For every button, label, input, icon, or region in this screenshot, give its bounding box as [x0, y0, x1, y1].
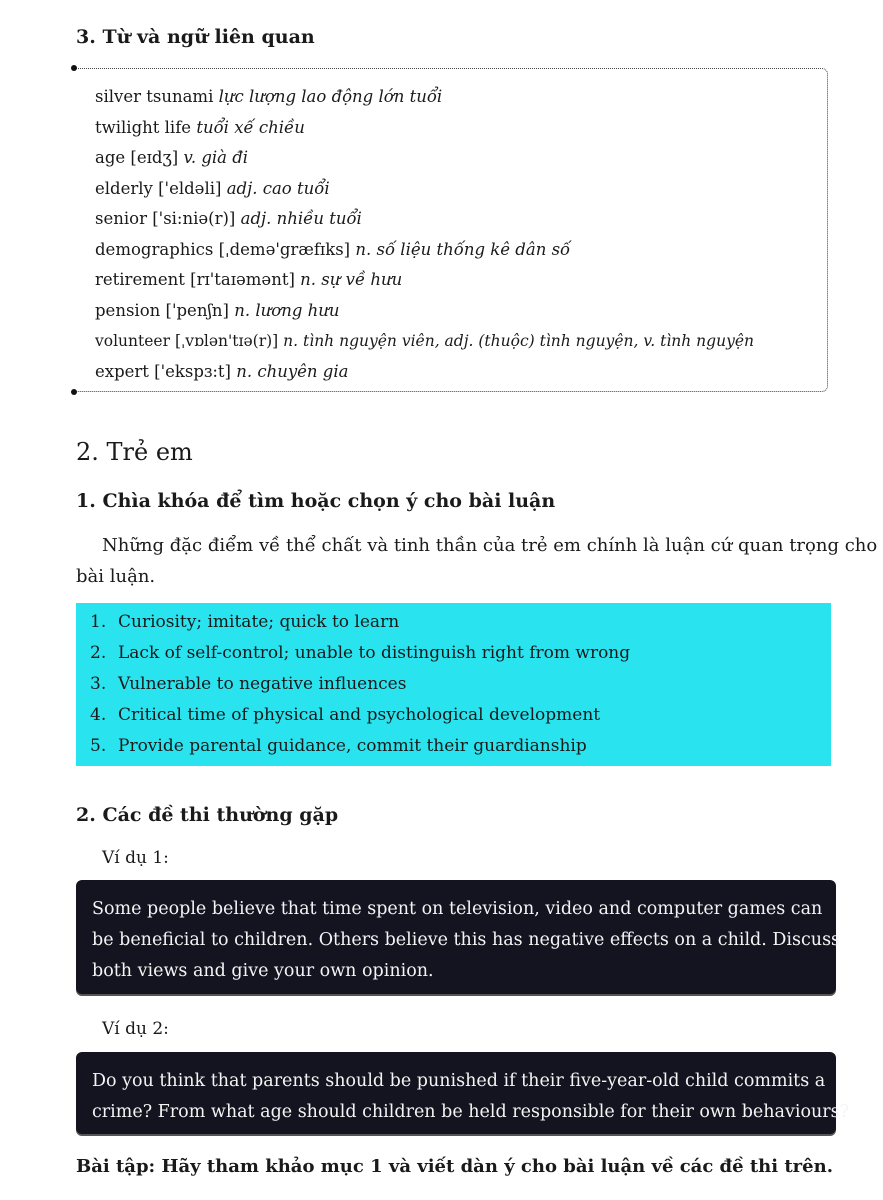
- example2-line: crime? From what age should children be held responsible for their own behaviours?: [92, 1102, 850, 1122]
- vocab-item: retirement [rɪ'taɪəmənt] n. sự về hưu: [95, 270, 403, 289]
- example1-label: Ví dụ 1:: [102, 848, 169, 868]
- key-points-list: [90, 607, 810, 762]
- common-topics-heading: 2. Các đề thi thường gặp: [76, 804, 339, 826]
- vocab-item: demographics [ˌdemə'græfɪks] n. số liệu thống kê dân số: [95, 239, 571, 259]
- example2-prompt-box: [76, 1052, 850, 1134]
- vocabulary-list: [95, 82, 815, 387]
- example1-line: both views and give your own opinion.: [92, 961, 434, 981]
- intro-paragraph-line1: Những đặc điểm về thể chất và tinh thần của trẻ em chính là luận cứ quan trọng cho: [102, 535, 878, 556]
- vocab-item: volunteer [ˌvɒlən'tɪə(r)] n. tình nguyện viên, adj. (thuộc) tình nguyện, v. tình nguyện: [95, 332, 754, 350]
- key-point-item: 4. Critical time of physical and psychological development: [90, 705, 601, 725]
- intro-paragraph-line2: bài luận.: [76, 566, 156, 587]
- vocab-item: twilight life tuổi xế chiều: [95, 117, 305, 137]
- related-words-heading: 3. Từ và ngữ liên quan: [76, 26, 315, 48]
- section-title-children: 2. Trẻ em: [76, 438, 193, 466]
- bullet-dot-icon: [71, 389, 77, 395]
- example1-line: be beneficial to children. Others believe this has negative effects on a child. Discuss: [92, 930, 841, 950]
- key-point-item: 1. Curiosity; imitate; quick to learn: [90, 612, 400, 632]
- example2-line: Do you think that parents should be punished if their five-year-old child commits a: [92, 1071, 826, 1091]
- essay-key-heading: 1. Chìa khóa để tìm hoặc chọn ý cho bài luận: [76, 490, 556, 512]
- vocab-item: elderly ['eldəli] adj. cao tuổi: [95, 178, 330, 198]
- example2-label: Ví dụ 2:: [102, 1019, 169, 1039]
- bullet-dot-icon: [71, 65, 77, 71]
- key-point-item: 2. Lack of self-control; unable to distinguish right from wrong: [90, 643, 631, 663]
- exercise-instruction: Bài tập: Hãy tham khảo mục 1 và viết dàn ý cho bài luận về các đề thi trên.: [76, 1156, 833, 1177]
- example1-line: Some people believe that time spent on television, video and computer games can: [92, 899, 823, 919]
- key-point-item: 5. Provide parental guidance, commit their guardianship: [90, 736, 587, 756]
- vocab-item: age [eɪdʒ] v. già đi: [95, 148, 249, 167]
- vocab-item: pension ['penʃn] n. lương hưu: [95, 300, 340, 320]
- vocab-item: silver tsunami lực lượng lao động lớn tuổi: [95, 87, 443, 106]
- vocab-item: expert ['ekspɜ:t] n. chuyên gia: [95, 361, 349, 381]
- example1-prompt-box: [76, 880, 841, 994]
- vocab-item: senior ['si:niə(r)] adj. nhiều tuổi: [95, 209, 362, 228]
- key-point-item: 3. Vulnerable to negative influences: [90, 674, 407, 694]
